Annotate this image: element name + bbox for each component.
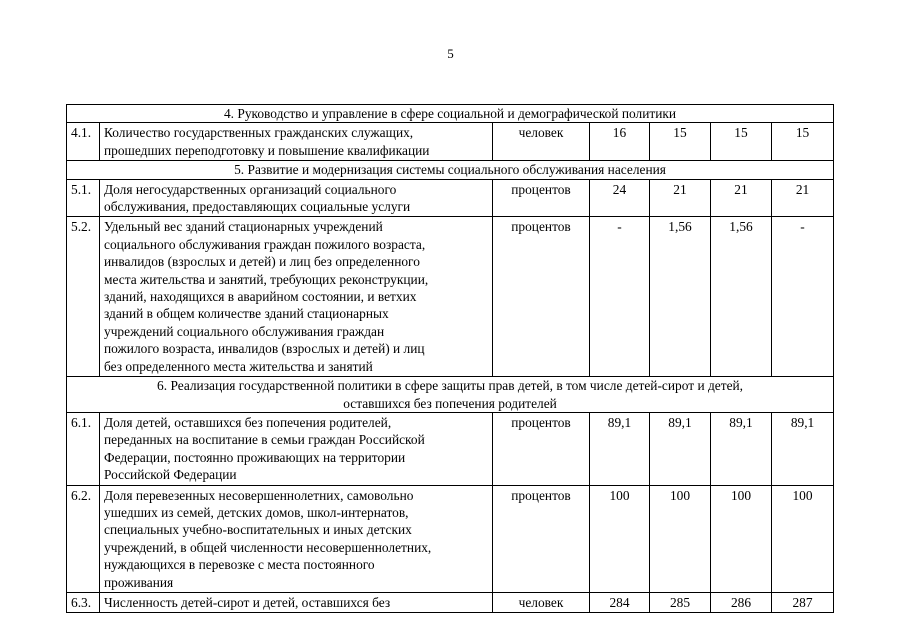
indicator-unit: процентов <box>493 179 590 217</box>
section-title: 6. Реализация государственной политики в сфере защиты прав детей, в том числе детей-сирот и детей, оставшихся без попечения родителей <box>67 377 834 413</box>
indicator-value: - <box>772 217 834 377</box>
indicator-value: 100 <box>772 485 834 592</box>
indicator-description: Доля негосударственных организаций социального обслуживания, предоставляющих социальные услуги <box>100 179 493 217</box>
indicator-description: Численность детей-сирот и детей, оставшихся без <box>100 592 493 612</box>
section-row <box>67 161 834 179</box>
indicator-value: 15 <box>650 123 711 161</box>
indicator-number: 6.2. <box>67 485 100 592</box>
section-row <box>67 377 834 413</box>
indicator-number: 5.2. <box>67 217 100 377</box>
indicator-value: 15 <box>772 123 834 161</box>
indicator-value: - <box>590 217 650 377</box>
section-title: 4. Руководство и управление в сфере социальной и демографической политики <box>67 105 834 123</box>
page-number: 5 <box>447 46 454 61</box>
section-title: 5. Развитие и модернизация системы социального обслуживания населения <box>67 161 834 179</box>
table-row <box>67 412 834 485</box>
indicator-value: 15 <box>711 123 772 161</box>
indicator-value: 286 <box>711 592 772 612</box>
indicator-unit: процентов <box>493 217 590 377</box>
indicator-unit: человек <box>493 592 590 612</box>
indicator-value: 89,1 <box>711 412 772 485</box>
indicator-description: Доля детей, оставшихся без попечения родителей, переданных на воспитание в семьи граждан Российской Федерации, постоянно проживающих на территории Российской Федерации <box>100 412 493 485</box>
indicator-unit: процентов <box>493 485 590 592</box>
indicator-value: 287 <box>772 592 834 612</box>
indicator-value: 89,1 <box>772 412 834 485</box>
table-row <box>67 485 834 592</box>
indicator-description: Количество государственных гражданских служащих, прошедших переподготовку и повышение квалификации <box>100 123 493 161</box>
table-row <box>67 123 834 161</box>
indicator-value: 284 <box>590 592 650 612</box>
indicator-value: 100 <box>650 485 711 592</box>
indicator-value: 24 <box>590 179 650 217</box>
indicator-value: 100 <box>590 485 650 592</box>
section-row <box>67 105 834 123</box>
indicator-value: 21 <box>772 179 834 217</box>
table-row <box>67 179 834 217</box>
indicator-value: 89,1 <box>650 412 711 485</box>
indicators-table <box>66 104 834 613</box>
indicator-unit: человек <box>493 123 590 161</box>
indicator-description: Удельный вес зданий стационарных учреждений социального обслуживания граждан пожилого возраста, инвалидов (взрослых и детей) и лиц без определенного места жительства и занятий, требующих реконструкции, зданий, находящихся в аварийном состоянии, и ветхих зданий в общем количестве зданий стационарных учреждений социального обслуживания граждан пожилого возраста, инвалидов (взрослых и детей) и лиц без определенного места жительства и занятий <box>100 217 493 377</box>
indicator-value: 16 <box>590 123 650 161</box>
indicator-number: 5.1. <box>67 179 100 217</box>
table-row <box>67 217 834 377</box>
indicator-value: 1,56 <box>650 217 711 377</box>
indicator-number: 4.1. <box>67 123 100 161</box>
table-row <box>67 592 834 612</box>
indicator-number: 6.1. <box>67 412 100 485</box>
indicator-value: 100 <box>711 485 772 592</box>
indicator-value: 285 <box>650 592 711 612</box>
indicator-number: 6.3. <box>67 592 100 612</box>
indicator-value: 1,56 <box>711 217 772 377</box>
indicator-value: 21 <box>650 179 711 217</box>
indicator-value: 21 <box>711 179 772 217</box>
indicator-description: Доля перевезенных несовершеннолетних, самовольно ушедших из семей, детских домов, школ-интернатов, специальных учебно-воспитательных и иных детских учреждений, в общей численности несовершеннолетних, нуждающихся в перевозке с места постоянного проживания <box>100 485 493 592</box>
indicator-unit: процентов <box>493 412 590 485</box>
indicator-value: 89,1 <box>590 412 650 485</box>
